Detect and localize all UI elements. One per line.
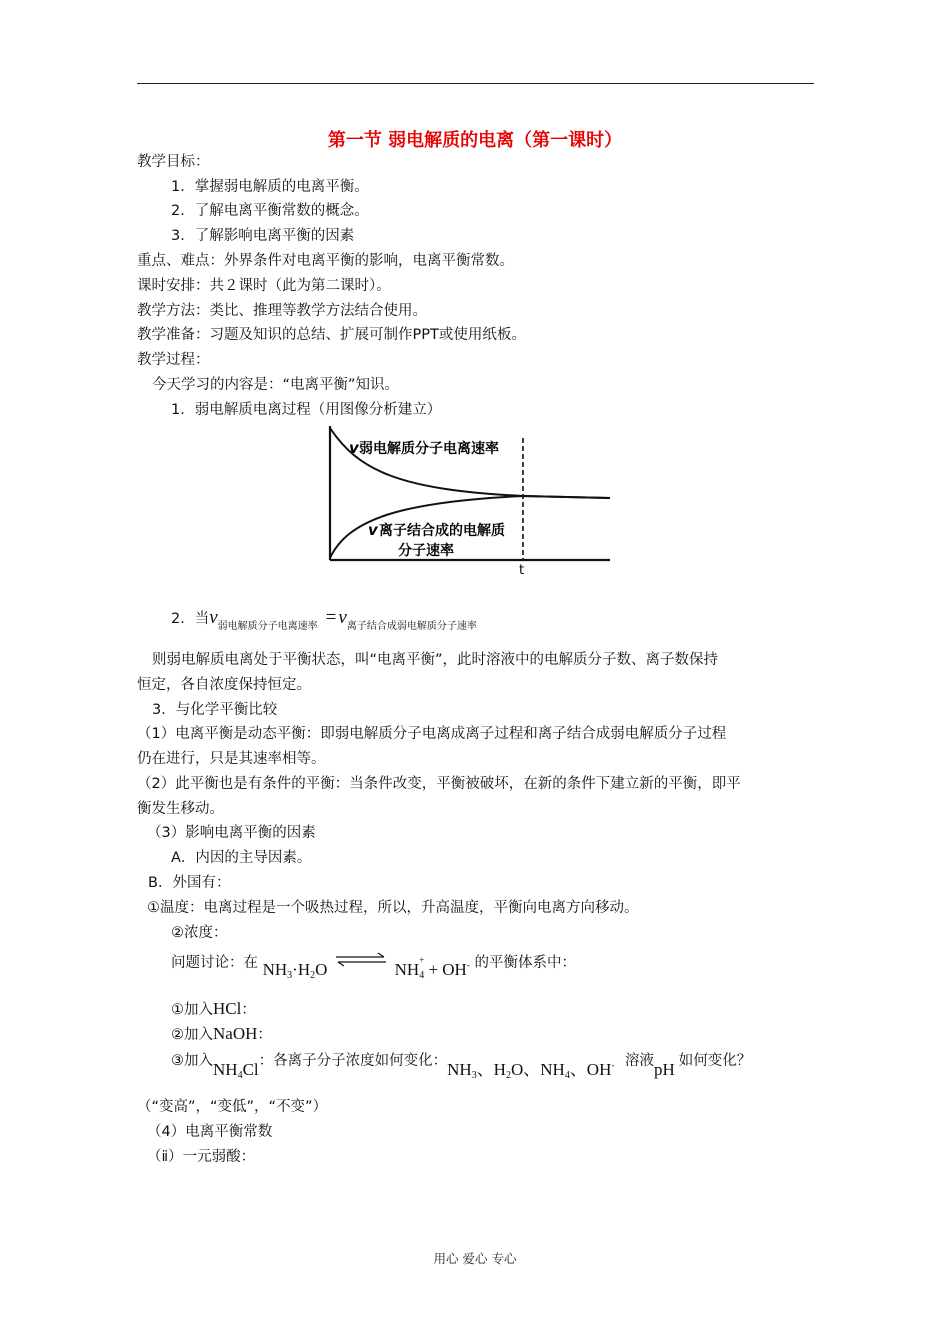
add-nh4cl-line: ③加入$NH_4Cl$：各离子分子浓度如何变化：$NH_3$、$H_2O$、$NH_4$、OH- 溶液pH 如何变化？	[171, 1053, 752, 1081]
factor-a: A．内因的主导因素。	[171, 850, 312, 866]
ph-symbol: pH	[653, 1060, 675, 1079]
temperature-line: ①温度：电离过程是一个吸热过程，所以，升高温度，平衡向电离方向移动。	[147, 900, 639, 916]
section-4-heading: （4）电离平衡常数	[147, 1124, 273, 1140]
goal-item: 1．掌握弱电解质的电离平衡。	[171, 179, 369, 195]
paragraph-2-line-2: 仍在进行，只是其速率相等。	[137, 751, 326, 767]
process-heading: 教学过程：	[137, 352, 210, 368]
goal-item: 2．了解电离平衡常数的概念。	[171, 203, 369, 219]
choices-line: （“变高”，“变低”，“不变”）	[137, 1099, 328, 1115]
s2-eq: =	[325, 607, 337, 628]
discussion-suffix: 的平衡体系中：	[474, 955, 576, 971]
species-list: $NH_3$、$H_2O$、$NH_4$、OH-	[447, 1060, 615, 1081]
paragraph-3-line-2: 衡发生移动。	[137, 801, 224, 817]
keypoints-line: 重点、难点：外界条件对电离平衡的影响，电离平衡常数。	[137, 253, 514, 269]
s2-v1: v	[209, 607, 218, 628]
graph-upper-label: 弱电解质分子电离速率	[359, 441, 499, 457]
intro-line: 今天学习的内容是：“电离平衡”知识。	[152, 377, 400, 393]
discussion-line	[171, 950, 576, 989]
add-naoh-line: ②加入NaOH：	[171, 1024, 272, 1043]
section-2-line	[171, 604, 477, 641]
concentration-heading: ②浓度：	[171, 925, 228, 941]
paragraph-1-line-1: 则弱电解质电离处于平衡状态，叫“电离平衡”，此时溶液中的电解质分子数、离子数保持	[152, 652, 719, 668]
method-line: 教学方法：类比、推理等教学方法结合使用。	[137, 303, 427, 319]
section-3-heading: 3．与化学平衡比较	[152, 702, 278, 718]
s2-v2: v	[338, 607, 347, 628]
paragraph-3-line-1: （2）此平衡也是有条件的平衡：当条件改变，平衡被破坏，在新的条件下建立新的平衡，即平	[137, 776, 741, 792]
equilibrium-arrow-icon	[334, 951, 388, 969]
schedule-line: 课时安排：共２课时（此为第二课时）。	[137, 278, 391, 294]
graph-v-upper: v	[349, 439, 359, 457]
product-formula: NH + $_4$ + OH-	[394, 955, 470, 981]
discussion-prefix: 问题讨论：在	[171, 955, 258, 971]
goals-heading: 教学目标：	[137, 154, 210, 170]
hcl-formula: HCl	[213, 999, 242, 1018]
reactant-formula: $NH_3\cdot H_2O$	[262, 960, 328, 981]
graph-lower-label-1: 离子结合成的电解质	[379, 523, 505, 539]
s2-sub2: 离子结合成弱电解质分子速率	[346, 621, 477, 632]
naoh-formula: NaOH	[213, 1024, 258, 1043]
s2-sub1: 弱电解质分子电离速率	[217, 621, 318, 632]
prep-line: 教学准备：习题及知识的总结、扩展可制作PPT或使用纸板。	[137, 327, 526, 343]
graph-lower-label-2: 分子速率	[398, 543, 454, 559]
section-3-3-heading: （3）影响电离平衡的因素	[147, 825, 316, 841]
page-footer: 用心 爱心 专心	[433, 1251, 517, 1266]
s2-prefix: 2．当	[171, 611, 210, 627]
graph-t-label: t	[519, 563, 525, 578]
factor-b: B．外国有：	[148, 875, 231, 891]
rate-equilibrium-graph	[318, 420, 618, 580]
paragraph-1-line-2: 恒定，各自浓度保持恒定。	[137, 677, 311, 693]
goal-item: 3．了解影响电离平衡的因素	[171, 228, 355, 244]
page-title: 第一节 弱电解质的电离（第一课时）	[327, 130, 623, 151]
paragraph-2-line-1: （1）电离平衡是动态平衡：即弱电解质分子电离成离子过程和离子结合成弱电解质分子过程	[137, 726, 727, 742]
header-rule	[137, 83, 814, 84]
section-1-heading: 1．弱电解质电离过程（用图像分析建立）	[171, 402, 442, 418]
add-hcl-line: ①加入HCl：	[171, 999, 256, 1018]
graph-v-lower: v	[368, 521, 378, 539]
section-4-sub: （ⅱ）一元弱酸：	[147, 1149, 256, 1165]
nh4cl-formula: $NH_4Cl$	[213, 1060, 259, 1081]
